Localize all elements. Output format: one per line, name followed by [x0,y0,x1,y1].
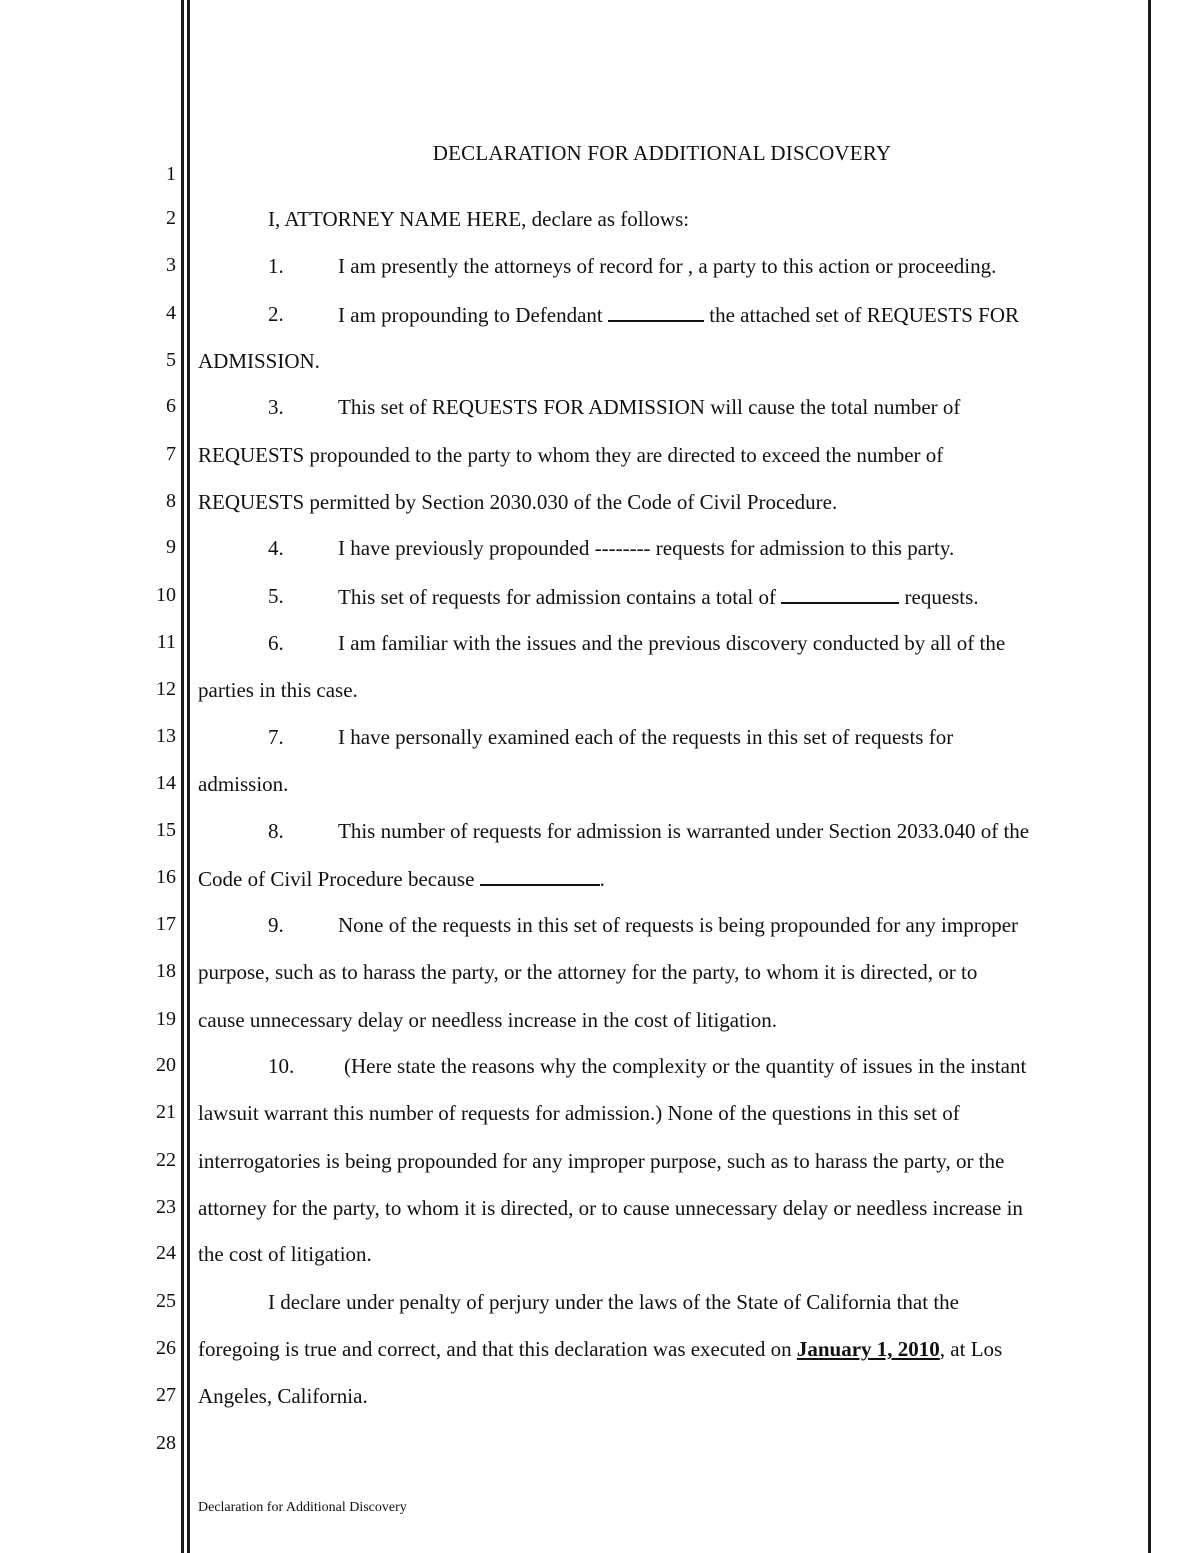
line-number: 18 [156,960,176,982]
paragraph-number: 8. [268,819,284,843]
paragraph-9-line-3: cause unnecessary delay or needless increase in the cost of litigation. [198,1008,778,1032]
paragraph-3-line-1: This set of REQUESTS FOR ADMISSION will cause the total number of [338,395,961,419]
line-number: 3 [166,254,176,276]
line-number: 25 [156,1290,176,1312]
paragraph-1-text: I am presently the attorneys of record for , a party to this action or proceeding. [338,254,997,278]
line-number: 9 [166,536,176,558]
left-margin-rule-inner [187,0,190,1553]
paragraph-number: 3. [268,395,284,419]
paragraph-10-line-4: attorney for the party, to whom it is directed, or to cause unnecessary delay or needless increase in [198,1196,1023,1220]
line-number: 6 [166,395,176,417]
page-footer: Declaration for Additional Discovery [198,1500,407,1515]
paragraph-2-text-a: I am propounding to Defendant [338,303,603,327]
paragraph-7-line-1: I have personally examined each of the requests in this set of requests for [338,725,954,749]
paragraph-9-line-2: purpose, such as to harass the party, or the attorney for the party, to whom it is directed, or to [198,960,978,984]
line-number: 20 [156,1054,176,1076]
request-count-blank [781,583,899,604]
line-numbers [0,0,180,1553]
line-number: 11 [156,631,176,653]
line-number: 13 [156,725,176,747]
line-number: 1 [166,163,176,185]
paragraph-8-line-2 [198,865,605,892]
line-number: 24 [156,1242,176,1264]
line-number: 23 [156,1196,176,1218]
line-number: 14 [156,772,176,794]
paragraph-9-line-1: None of the requests in this set of requests is being propounded for any improper [338,913,1019,937]
paragraph-6-line-2: parties in this case. [198,678,358,702]
right-margin-rule [1148,0,1151,1553]
line-number: 4 [166,302,176,324]
paragraph-5-line-1 [338,583,979,610]
paragraph-number: 10. [268,1054,295,1078]
paragraph-number: 7. [268,725,284,749]
line-number: 15 [156,819,176,841]
line-number: 22 [156,1149,176,1171]
line-number: 21 [156,1101,176,1123]
paragraph-8-line-1: This number of requests for admission is warranted under Section 2033.040 of the [338,819,1030,843]
line-number: 27 [156,1384,176,1406]
paragraph-6-line-1: I am familiar with the issues and the previous discovery conducted by all of the [338,631,1006,655]
paragraph-2-line-2: ADMISSION. [198,349,320,373]
line-number: 12 [156,678,176,700]
line-number: 16 [156,866,176,888]
paragraph-number: 6. [268,631,284,655]
paragraph-10-line-5: the cost of litigation. [198,1242,372,1266]
line-number: 19 [156,1008,176,1030]
paragraph-2-line-1 [338,301,1019,328]
left-margin-rule-outer [181,0,184,1553]
line-number: 17 [156,913,176,935]
paragraph-number: 1. [268,254,284,278]
paragraph-10-line-3: interrogatories is being propounded for any improper purpose, such as to harass the party, or the [198,1149,1005,1173]
paragraph-number: 4. [268,536,284,560]
line-number: 28 [156,1432,176,1454]
line-number: 8 [166,490,176,512]
declarant-line: I, ATTORNEY NAME HERE, declare as follows: [268,207,690,231]
paragraph-number: 9. [268,913,284,937]
paragraph-5-text-b: requests. [904,585,979,609]
closing-text-b: , at Los [939,1337,1003,1361]
line-number: 7 [166,443,176,465]
line-number: 2 [166,207,176,229]
defendant-name-blank [608,301,704,322]
closing-line-3: Angeles, California. [198,1384,368,1408]
paragraph-2-text-b: the attached set of REQUESTS FOR [709,303,1019,327]
execution-date: January 1, 2010 [796,1337,940,1361]
paragraph-number: 5. [268,584,284,608]
paragraph-7-line-2: admission. [198,772,289,796]
paragraph-5-text-a: This set of requests for admission contains a total of [338,585,776,609]
paragraph-4-text: I have previously propounded -------- requests for admission to this party. [338,536,955,560]
reason-blank [480,865,600,886]
paragraph-8-text-b: . [599,867,605,891]
closing-line-2 [198,1336,1002,1362]
paragraph-3-line-3: REQUESTS permitted by Section 2030.030 of the Code of Civil Procedure. [198,490,838,514]
closing-line-1: I declare under penalty of perjury under the laws of the State of California that the [268,1290,959,1314]
document-title: DECLARATION FOR ADDITIONAL DISCOVERY [432,141,892,165]
line-number: 26 [156,1337,176,1359]
line-number: 10 [156,584,176,606]
paragraph-10-line-2: lawsuit warrant this number of requests for admission.) None of the questions in this set of [198,1101,960,1125]
paragraph-number: 2. [268,302,284,326]
closing-text-a: foregoing is true and correct, and that this declaration was executed on [198,1337,792,1361]
paragraph-10-line-1: (Here state the reasons why the complexity or the quantity of issues in the instant [344,1054,1027,1078]
paragraph-3-line-2: REQUESTS propounded to the party to whom they are directed to exceed the number of [198,443,944,467]
line-number: 5 [166,349,176,371]
paragraph-8-text-a: Code of Civil Procedure because [198,867,475,891]
